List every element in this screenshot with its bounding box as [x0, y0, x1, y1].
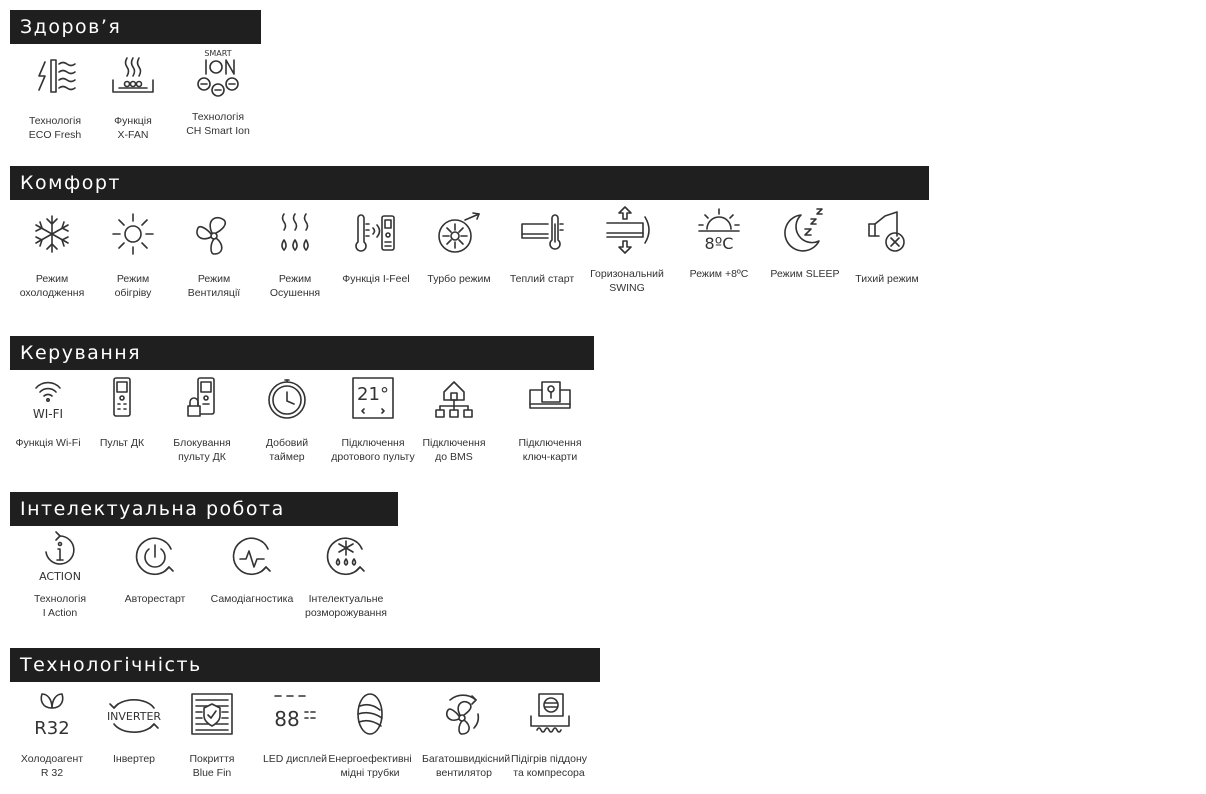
feature-eco-fresh: [13, 52, 97, 142]
blue-fin-icon: [188, 690, 236, 738]
plus8-icon: [695, 205, 743, 257]
feature-label: Підігрів піддону та компресора: [511, 753, 587, 779]
feature-fan: [172, 210, 256, 300]
feature-label: Теплий старт: [509, 273, 575, 285]
section-intelligent: [10, 492, 398, 526]
feature-label: Підключення до BMS: [422, 437, 486, 463]
eco-fresh-icon: [31, 52, 79, 100]
feature-label: Технологія ECO Fresh: [28, 115, 82, 141]
feature-bms: [412, 374, 496, 464]
feature-remote-lock: [160, 374, 244, 464]
svg-text:ACTION: ACTION: [39, 570, 81, 582]
feature-label: Режим охолодження: [19, 273, 85, 299]
feature-label: LED дисплей: [262, 753, 328, 765]
feature-dry: [253, 210, 337, 300]
feature-timer: [245, 374, 329, 464]
inverter-icon: [104, 690, 164, 738]
section-title: Здоров’я: [10, 10, 261, 44]
feature-label: Енергоефективні мідні трубки: [328, 753, 412, 779]
multi-speed-fan-icon: [440, 690, 488, 738]
feature-label: Режим Вентиляції: [187, 273, 241, 299]
feature-copper-tube: [328, 690, 412, 780]
timer-icon: [263, 374, 311, 422]
svg-text:INVERTER: INVERTER: [106, 710, 162, 723]
feature-tray-heater: [507, 690, 591, 780]
turbo-icon: [435, 210, 483, 258]
wired-remote-icon: [349, 374, 397, 422]
feature-cooling: [10, 210, 94, 300]
feature-remote: [80, 374, 164, 450]
tray-heater-icon: [525, 690, 573, 738]
self-diagnostics-icon: [228, 533, 276, 581]
section-title: Інтелектуальна робота: [10, 492, 398, 526]
feature-sleep: [763, 205, 847, 281]
feature-self-diagnostics: [210, 533, 294, 606]
feature-label: Технологія CH Smart Ion: [186, 111, 250, 137]
svg-text:WI-FI: WI-FI: [32, 407, 64, 421]
feature-i-feel: [334, 210, 418, 286]
feature-label: Тихий режим: [855, 273, 919, 285]
feature-inverter: [92, 690, 176, 766]
section-title: Комфорт: [10, 166, 929, 200]
bms-icon: [430, 374, 478, 422]
quiet-icon: [863, 208, 911, 256]
svg-text:21°: 21°: [357, 384, 389, 405]
feature-i-action: [18, 530, 102, 620]
remote-lock-icon: [178, 374, 226, 422]
section-health: [10, 10, 261, 44]
feature-wired-remote: [331, 374, 415, 464]
defrost-icon: [322, 533, 370, 581]
copper-tube-icon: [346, 690, 394, 738]
feature-label: Підключення дротового пульту: [331, 437, 415, 463]
sun-icon: [109, 210, 157, 258]
feature-label: Режим +8ºC: [689, 268, 749, 280]
svg-text:R32: R32: [34, 718, 70, 738]
section-comfort: [10, 166, 929, 200]
wifi-icon: [24, 374, 72, 422]
i-action-icon: [36, 530, 84, 582]
feature-label: Режим Осушення: [269, 273, 321, 299]
feature-label: Функція I-Feel: [342, 273, 410, 285]
feature-label: Горизональний SWING: [590, 268, 664, 294]
swing-icon: [603, 205, 651, 257]
x-fan-icon: [109, 52, 157, 100]
feature-quiet: [845, 208, 929, 286]
feature-label: Покриття Blue Fin: [189, 753, 235, 779]
feature-label: Блокування пульту ДК: [173, 437, 231, 463]
feature-label: Авторестарт: [124, 593, 186, 605]
snowflake-icon: [28, 210, 76, 258]
sleep-icon: [781, 205, 829, 257]
feature-x-fan: [91, 52, 175, 142]
feature-defrost: [304, 533, 388, 620]
feature-label: Добовий таймер: [265, 437, 309, 463]
svg-text:SMART: SMART: [204, 49, 232, 58]
feature-warm-start: [500, 210, 584, 286]
feature-label: Режим SLEEP: [770, 268, 840, 280]
smart-ion-icon: [194, 48, 242, 100]
dry-icon: [271, 210, 319, 258]
section-title: Керування: [10, 336, 594, 370]
feature-label: Функція Wi-Fi: [15, 437, 81, 449]
autorestart-icon: [131, 533, 179, 581]
feature-label: Багатошвидкісний вентилятор: [422, 753, 511, 779]
feature-autorestart: [113, 533, 197, 606]
r32-icon: [28, 690, 76, 738]
feature-label: Підключення ключ-карти: [518, 437, 582, 463]
feature-plus8: [677, 205, 761, 281]
feature-led-display: [253, 690, 337, 766]
feature-wifi: [6, 374, 90, 450]
i-feel-icon: [352, 210, 400, 258]
warm-start-icon: [518, 210, 566, 258]
feature-label: Функція X-FAN: [114, 115, 152, 141]
feature-label: Холодоагент R 32: [20, 753, 84, 779]
section-title: Технологічність: [10, 648, 600, 682]
feature-label: Пульт ДК: [99, 437, 145, 449]
fan-icon: [190, 210, 238, 258]
feature-turbo: [417, 210, 501, 286]
feature-multi-speed-fan: [422, 690, 511, 780]
feature-key-card: [508, 374, 592, 464]
feature-swing: [585, 205, 669, 295]
section-control: [10, 336, 594, 370]
feature-label: Інтелектуальне розморожування: [305, 593, 387, 619]
feature-label: Інвертер: [113, 753, 155, 765]
feature-r32: [10, 690, 94, 780]
section-technology: [10, 648, 600, 682]
key-card-icon: [526, 374, 574, 422]
feature-label: Турбо режим: [427, 273, 491, 285]
feature-label: Самодіагностика: [210, 593, 294, 605]
feature-smart-ion: [176, 48, 260, 138]
feature-label: Режим обігріву: [114, 273, 152, 299]
led-display-icon: [269, 690, 321, 738]
remote-icon: [98, 374, 146, 422]
feature-blue-fin: [170, 690, 254, 780]
svg-text:8ºC: 8ºC: [704, 234, 734, 253]
feature-heating: [91, 210, 175, 300]
svg-text:88: 88: [274, 707, 300, 731]
feature-label: Технологія I Action: [33, 593, 87, 619]
